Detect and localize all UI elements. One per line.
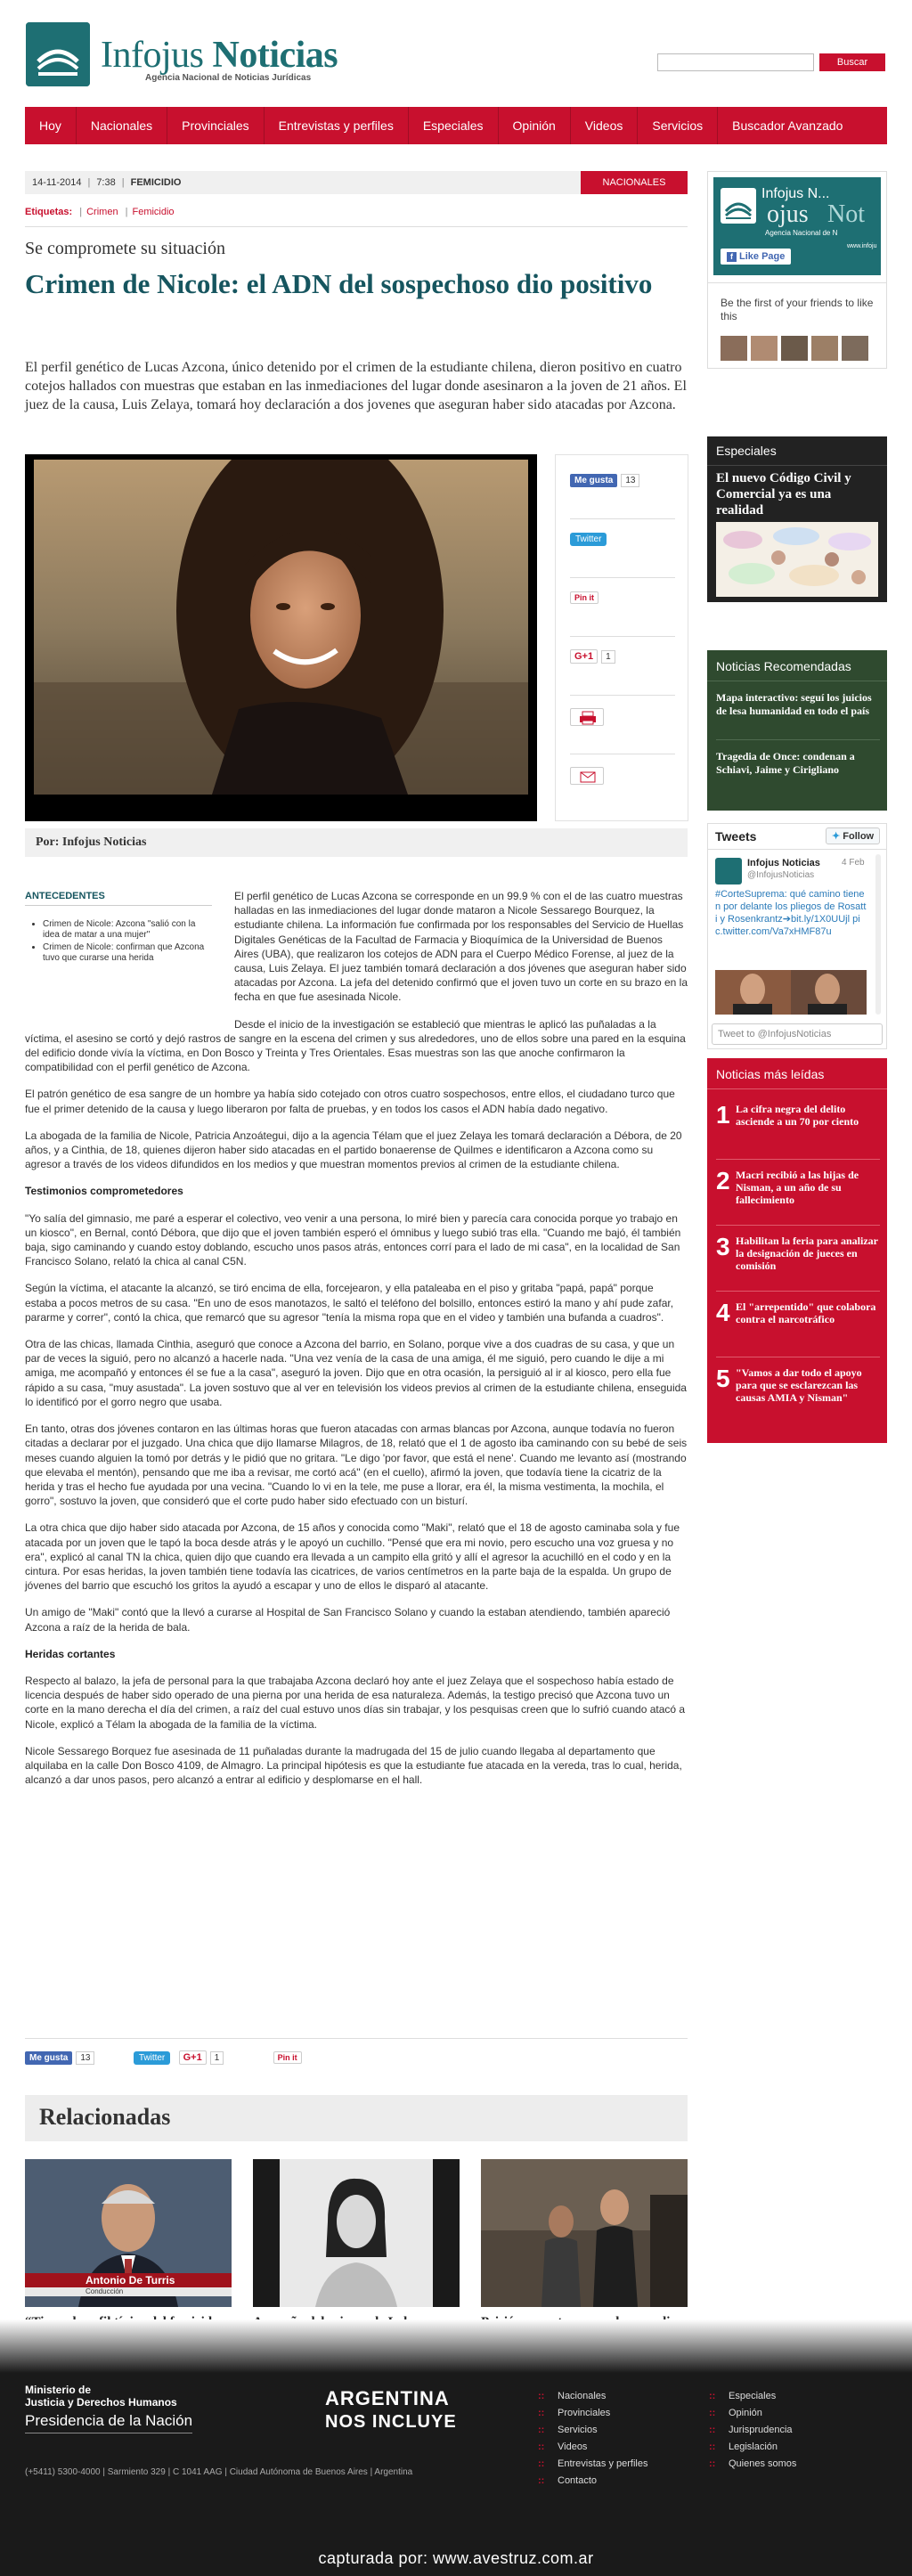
facebook-icon: f — [727, 252, 737, 262]
divider — [707, 1088, 887, 1089]
nav-item-entrevistas[interactable]: Entrevistas y perfiles — [278, 118, 394, 133]
facebook-like-count: 13 — [621, 474, 639, 487]
body-paragraph: Respecto al balazo, la jefa de personal para la que trabajaba Azcona declaró hoy ante el juez Zelaya que el sospechoso había estado de licencia después de haber sido operado de una pierna por una herida de esa naturaleza. Además, la testigo precisó que Azcona tuvo un corte en la mano derecha el día del crimen, a raíz del cual estuvo unos días sin trabajar, y los pesquisas creen que lo sufrió cuando atacó a Nicole, explicó a Télam la abogada de la familia de la víctima. — [25, 1674, 686, 1731]
footer-ministry[interactable] — [25, 2384, 177, 2409]
logo-icon[interactable] — [26, 22, 90, 86]
footer-address: (+5411) 5300-4000 | Sarmiento 329 | C 1041 AAG | Ciudad Autónoma de Buenos Aires | Argentina — [25, 2467, 413, 2477]
related-image[interactable] — [253, 2159, 460, 2307]
nav-item-buscador[interactable]: Buscador Avanzado — [732, 118, 843, 133]
especiales-widget — [707, 436, 887, 602]
footer-link[interactable]: :: Provinciales — [538, 2408, 689, 2418]
twitter-button[interactable]: Twitter — [134, 2051, 170, 2065]
body-paragraph: Un amigo de "Maki" contó que la llevó a curarse al Hospital de San Francisco Solano y cuando la estaban atendiendo, también apareció Azcona a raíz de la herida de bala. — [25, 1606, 671, 1634]
logo-word-1: Infojus — [101, 35, 204, 76]
avatar[interactable] — [751, 336, 778, 361]
article-byline: Por: Infojus Noticias — [25, 828, 688, 857]
mas-leida-item[interactable] — [716, 1299, 880, 1357]
twitter-follow-label: Follow — [843, 831, 875, 842]
body-paragraph: La abogada de la familia de Nicole, Patricia Anzoátegui, dijo a la agencia Télam que el juez Zelaya les tomará declaración a Débora, de 20 años, y a Cinthia, de 18, quienes dijeron haber sido atacadas en el partido bonaerense de Quilmes e identificaron a Azcona como su agresor a través de los videos difundidos en los medios y que muestran momentos previos al crimen de la estudiante chilena. — [25, 1129, 682, 1171]
tweet-date[interactable]: 4 Feb — [842, 858, 865, 868]
banner-url: www.infoju — [847, 243, 877, 249]
body-subhead: Heridas cortantes — [25, 1647, 116, 1660]
tag-link[interactable]: Femicidio — [132, 207, 175, 217]
twitter-bird-icon: ✦ — [832, 831, 841, 842]
footer-link[interactable]: :: Quienes somos — [709, 2458, 860, 2469]
mas-leida-number: 4 — [716, 1299, 730, 1326]
twitter-follow-button[interactable] — [826, 827, 880, 844]
mas-leida-item[interactable] — [716, 1167, 880, 1226]
facebook-page-name[interactable]: Infojus N... — [761, 186, 830, 201]
especiales-image[interactable] — [716, 522, 878, 597]
divider — [25, 2038, 688, 2039]
tags-label: Etiquetas: — [25, 207, 73, 217]
article-body — [25, 889, 688, 1799]
body-paragraph: La otra chica que dijo haber sido atacada por Azcona, de 15 años y conocida como "Maki", relató que el 18 de agosto caminaba sola y fue atacada por un joven que le tapó la boca desde atrás y le apoyó un cuchillo. "Pensé que era mi novio, pero escucho una voz gruesa y no era", explicó al canal TN la chica, quien dijo que cuando era llevada a un campito ella gritó y allí el agresor la acuchilló en el codo y en la cintura. Por esas heridas, la joven también tiene todavía las cicatrices, de varios centímetros en la parte baja de la espalda. Un grupo de jóvenes del barrio que escuchó los gritos la ayudó a escapar y uno de ellos le disparó al atacante. — [25, 1521, 680, 1593]
article-photo-frame — [25, 454, 537, 821]
tweet-scrollbar[interactable] — [875, 854, 881, 1015]
gplus-button[interactable]: G+1 — [179, 2050, 207, 2065]
pinterest-button[interactable]: Pin it — [570, 591, 598, 604]
site-footer — [0, 2373, 912, 2576]
related-title: Relacionadas — [39, 2104, 171, 2130]
lower-third-name: Antonio De Turris — [86, 2274, 175, 2287]
divider — [708, 849, 886, 850]
antecedente-link[interactable]: • Crimen de Nicole: confirman que Azcona tuvo que curarse una herida — [43, 942, 212, 964]
footer-ministry-line2: Justicia y Derechos Humanos — [25, 2396, 177, 2409]
footer-link[interactable]: :: Servicios — [538, 2425, 689, 2435]
gplus-count: 1 — [210, 2051, 224, 2065]
body-paragraph: El perfil genético de Lucas Azcona se corresponde en un 99.9 % con el de las cuatro muestras halladas en las inmediaciones del lugar donde mataron a Nicole Sessarego Bourquez, la estudiante chilena. La información fue confirmada por los responsables del Servicio de Huellas Digitales Genéticas de la Facultad de Farmacia y Bioquímica de la Universidad de Buenos Aires (UBA), que realizaron los cotejos de ADN para el Cuerpo Médico Forense, al juez de la causa, Luis Zelaya. El juez también tomará declaración a dos jóvenes que aseguran haber sido atacadas por Azcona. La jefa del detenido confirmó que el joven tuvo un corte en su brazo en la fecha en que fue asesinada Nicole. — [234, 890, 688, 1004]
divider — [25, 226, 688, 227]
footer-country-1: ARGENTINA — [325, 2387, 450, 2409]
avatar[interactable] — [721, 336, 747, 361]
logo-icon — [721, 188, 756, 224]
logo-subtitle: Agencia Nacional de Noticias Jurídicas — [145, 73, 312, 83]
twitter-widget — [707, 823, 887, 1049]
tweet-handle[interactable]: @InfojusNoticias — [747, 870, 815, 880]
avatar[interactable] — [842, 336, 868, 361]
especiales-headline[interactable]: El nuevo Código Civil y Comercial ya es una realidad — [716, 471, 851, 518]
article-time: 7:38 — [96, 177, 116, 188]
footer-fade — [0, 2319, 912, 2373]
body-paragraph: Según la víctima, el atacante la alcanzó, se tiró encima de ella, forcejearon, y ella pataleaba en el piso y gritaba "papá, papá" porque estaba a pocos metros de su casa. "En uno de esos manotazos, le saltó el teléfono del bolsillo, entonces estiró la mano y ahí pude zafar, pararme y correr", contó la chica, que remarcó que su agresor "tenía la misma ropa que en el video y también una bufanda a cuadros". — [25, 1282, 674, 1324]
tweet-account-name[interactable]: Infojus Noticias — [747, 858, 820, 868]
article-category[interactable]: FEMICIDIO — [130, 177, 182, 188]
search-input[interactable] — [657, 53, 814, 71]
recomendadas-widget — [707, 650, 887, 811]
divider — [707, 465, 887, 466]
mas-leida-item[interactable] — [716, 1365, 880, 1429]
footer-country-2: NOS INCLUYE — [325, 2412, 457, 2432]
pinterest-button[interactable]: Pin it — [273, 2051, 302, 2064]
mas-leida-number: 2 — [716, 1167, 730, 1194]
facebook-friends-text: Be the first of your friends to like this — [721, 297, 874, 322]
especiales-title: Especiales — [716, 444, 777, 458]
body-paragraph: El patrón genético de esa sangre de un hombre ya había sido cotejado con otros cuatro sospechosos, entre ellos, el ciudadano turco que fue el primer detenido de la causa y luego liberaron por falta de pruebas, y en todos los casos el ADN había dado negativo. — [25, 1088, 675, 1115]
avatar[interactable] — [715, 858, 742, 884]
logo-title[interactable] — [101, 34, 338, 77]
body-paragraph: En tanto, otras dos jóvenes contaron en las últimas horas que fueron atacadas con armas blancas por Azcona, aunque todavía no fueron citadas a declarar por el juzgado. Una chica que dijo llamarse Milagros, de 18, relató que el 1 de agosto iba caminando con su bebé de seis meses cuando alguien la tomó por detrás y le pidió que no gritara. "Le digo 'por favor, que está el nene'. Cuando me levanto así (mostrando que elevaba el mentón), pensando que me iba a revisar, me cortó acá" (en el cuello), afirmó la joven, que todavía tiene la cicatriz de la herida y tras el hecho fue ayudada por una vecina. "Cuando lo vi en la tele, me puse a llorar, era él, la misma vestimenta, la mochila, el gorro", sostuvo la joven, que consideró que el corte pudo haber sido efectuado con un bisturí. — [25, 1423, 688, 1508]
mas-leida-text[interactable]: "Vamos a dar todo el apoyo para que se esclarezcan las causas AMIA y Nisman" — [736, 1366, 862, 1404]
gplus-count: 1 — [601, 650, 615, 664]
print-icon[interactable] — [570, 708, 604, 726]
footer-link[interactable]: :: Videos — [538, 2441, 689, 2452]
avatar[interactable] — [811, 336, 838, 361]
tweet-image[interactable] — [715, 970, 867, 1015]
banner-word: ojus — [767, 200, 809, 228]
footer-link[interactable]: :: Opinión — [709, 2408, 860, 2418]
article-headline: Crimen de Nicole: el ADN del sospechoso dio positivo — [25, 268, 653, 299]
related-image[interactable] — [481, 2159, 688, 2307]
facebook-widget — [707, 171, 887, 369]
footer-link[interactable]: :: Entrevistas y perfiles — [538, 2458, 689, 2469]
nav-item-hoy[interactable]: Hoy — [39, 118, 61, 133]
nav-item-especiales[interactable]: Especiales — [422, 118, 484, 133]
main-nav — [25, 107, 887, 144]
tags-row: Etiquetas: | Crimen | Femicidio — [25, 207, 175, 217]
mas-leida-number: 3 — [716, 1233, 730, 1260]
footer-link[interactable]: :: Especiales — [709, 2391, 860, 2401]
divider — [716, 739, 880, 740]
antecedente-link[interactable]: • Crimen de Nicole: Azcona "salió con la idea de matar a una mujer" — [43, 919, 212, 941]
footer-link[interactable]: :: Legislación — [709, 2441, 860, 2452]
nav-item-videos[interactable]: Videos — [584, 118, 623, 133]
site-header — [0, 0, 912, 105]
share-column — [555, 454, 688, 821]
search-button[interactable]: Buscar — [819, 53, 885, 71]
lower-third-role: Conducción — [86, 2287, 124, 2295]
facebook-like-page-label: Like Page — [739, 251, 786, 262]
mas-leida-text[interactable]: Habilitan la feria para analizar la designación de jueces en comisión — [736, 1235, 878, 1272]
body-subhead: Testimonios comprometedores — [25, 1185, 183, 1198]
antecedentes-title: ANTECEDENTES — [25, 891, 105, 901]
article-meta-bar: 14-11-2014 | 7:38 | FEMICIDIO — [25, 171, 688, 194]
footer-link[interactable]: :: Contacto — [538, 2475, 689, 2486]
nav-item-nacionales[interactable]: Nacionales — [90, 118, 153, 133]
tweets-title: Tweets — [715, 829, 757, 844]
recomendada-link[interactable]: Tragedia de Once: condenan a Schiavi, Jaime y Cirigliano — [716, 750, 855, 776]
tweet-text[interactable]: #CorteSuprema: qué camino tienen por delante los pliegos de Rosatti y Rosenkrantz➔bit.ly/1X0UUjl pic.twitter.com/Va7xHMF87u — [715, 889, 867, 937]
related-image[interactable] — [25, 2159, 232, 2307]
facebook-like-count: 13 — [76, 2051, 94, 2065]
mas-leida-number: 5 — [716, 1365, 730, 1392]
divider — [708, 282, 886, 283]
body-paragraph: Desde el inicio de la investigación se estableció que mientras le aplicó las puñaladas a la víctima, el asesino se cortó y dejó rastros de sangre en la escena del crimen y sus alrededores, uno de ellos sobre una pared en la esquina del edificio donde vivía la víctima, en Don Bosco y Treinta y Tres Orientales. Esas muestras son las que anoche confirmaron la compatibilidad con el perfil genético de Azcona. — [25, 1017, 686, 1074]
footer-link[interactable]: :: Nacionales — [538, 2391, 689, 2401]
facebook-like-button[interactable]: Me gusta — [570, 474, 617, 487]
avatar[interactable] — [781, 336, 808, 361]
bottom-share-bar — [25, 2050, 688, 2072]
nav-item-opinion[interactable]: Opinión — [512, 118, 556, 133]
recomendada-link[interactable]: Mapa interactivo: seguí los juicios de lesa humanidad en todo el país — [716, 691, 872, 717]
footer-ministry-line1: Ministerio de — [25, 2384, 92, 2396]
email-icon[interactable] — [570, 767, 604, 785]
footer-link[interactable]: :: Jurisprudencia — [709, 2425, 860, 2435]
facebook-banner[interactable] — [713, 177, 881, 275]
gplus-button[interactable]: G+1 — [570, 649, 598, 664]
section-badge[interactable]: NACIONALES — [581, 171, 688, 194]
recomendadas-title: Noticias Recomendadas — [716, 659, 851, 673]
article-lead: El perfil genético de Lucas Azcona, único detenido por el crimen de la estudiante chilena, dieron positivo en cuatro cotejos hallados con muestras que estaban en las inmediaciones del lugar donde asesinaron a la joven de 21 años. El juez de la causa, Luis Zelaya, tomará hoy declaración a dos jovenes que aseguran haber sido atacadas por Azcona. — [25, 360, 687, 412]
banner-word-2: Not — [827, 200, 865, 228]
body-paragraph: Nicole Sessarego Borquez fue asesinada de 11 puñaladas durante la madrugada del 15 de julio cuando llegaba al departamento que alquilaba en la calle Don Bosco 4109, de Almagro. La principal hipótesis es que la estudiante fue atacada en la vereda, tras lo cual, herida, alcanzó a dar unos pasos, pero alcanzó a entrar al edificio y desplomarse en el hall. — [25, 1744, 682, 1787]
mas-leida-text[interactable]: La cifra negra del delito asciende a un 70 por ciento — [736, 1103, 859, 1128]
twitter-button[interactable]: Twitter — [570, 533, 607, 546]
footer-presidency[interactable]: Presidencia de la Nación — [25, 2412, 192, 2433]
mas-leidas-title: Noticias más leídas — [716, 1067, 825, 1081]
footer-links-col1 — [538, 2391, 689, 2492]
nav-item-provinciales[interactable]: Provinciales — [182, 118, 249, 133]
mas-leida-item[interactable] — [716, 1101, 880, 1160]
nav-item-servicios[interactable]: Servicios — [652, 118, 704, 133]
facebook-like-button[interactable]: Me gusta — [25, 2051, 72, 2065]
related-card[interactable] — [481, 2159, 688, 2346]
article-kicker: Se compromete su situación — [25, 239, 225, 258]
capture-watermark: capturada por: www.avestruz.com.ar — [318, 2549, 594, 2567]
footer-links-col2 — [709, 2391, 860, 2475]
tweet-compose-input[interactable]: Tweet to @InfojusNoticias — [712, 1023, 883, 1045]
mas-leida-text[interactable]: Macri recibió a las hijas de Nisman, a un año de su fallecimiento — [736, 1169, 859, 1206]
body-paragraph: Otra de las chicas, llamada Cinthia, aseguró que conoce a Azcona del barrio, en Solano, porque vive a dos cuadras de su casa, y que un par de veces la siguió, pero no alcanzó a hacerle nada. "Una vez venía de la casa de una amiga, él me siguió, pero cuando le dije a mi amiga, me acompañó y entonces él se fue a la casa", aseguró la joven. Dijo que en otra ocasión, la persiguió al ir al kiosco, pero ella fue rápido a su casa, "muy asustada". La joven sostuvo que al ver en televisión los videos previos al crimen de la estudiante chilena, enseguida lo identificó por el gorro negro que usaba. — [25, 1338, 687, 1408]
mas-leida-number: 1 — [716, 1101, 730, 1129]
article-photo[interactable] — [34, 460, 528, 795]
tag-link[interactable]: Crimen — [86, 207, 118, 217]
mas-leidas-widget — [707, 1058, 887, 1443]
article-date: 14-11-2014 — [32, 177, 82, 188]
logo-word-2: Noticias — [212, 35, 338, 76]
facebook-like-page-button[interactable] — [721, 249, 791, 265]
mas-leida-text[interactable]: El "arrepentido" que colabora contra el narcotráfico — [736, 1300, 876, 1325]
banner-subtitle: Agencia Nacional de N — [765, 229, 838, 237]
facebook-friends-avatars — [721, 336, 868, 361]
mas-leida-item[interactable] — [716, 1233, 880, 1292]
body-paragraph: "Yo salía del gimnasio, me paré a esperar el colectivo, veo venir a una persona, lo miré bien y parecía cara conocida porque yo trabajo en un kiosco", en Bernal, contó Débora, que dijo que el joven también esperó el ómnibus y luego subió tras ella. "Cuando me bajó, él también baja, sigo caminando y cuando estoy doblando, escucho unos pasos atrás, entonces corrí para el lado de mi casa", en la localidad de San Francisco Solano, relató la chica al canal C5N. — [25, 1211, 681, 1268]
